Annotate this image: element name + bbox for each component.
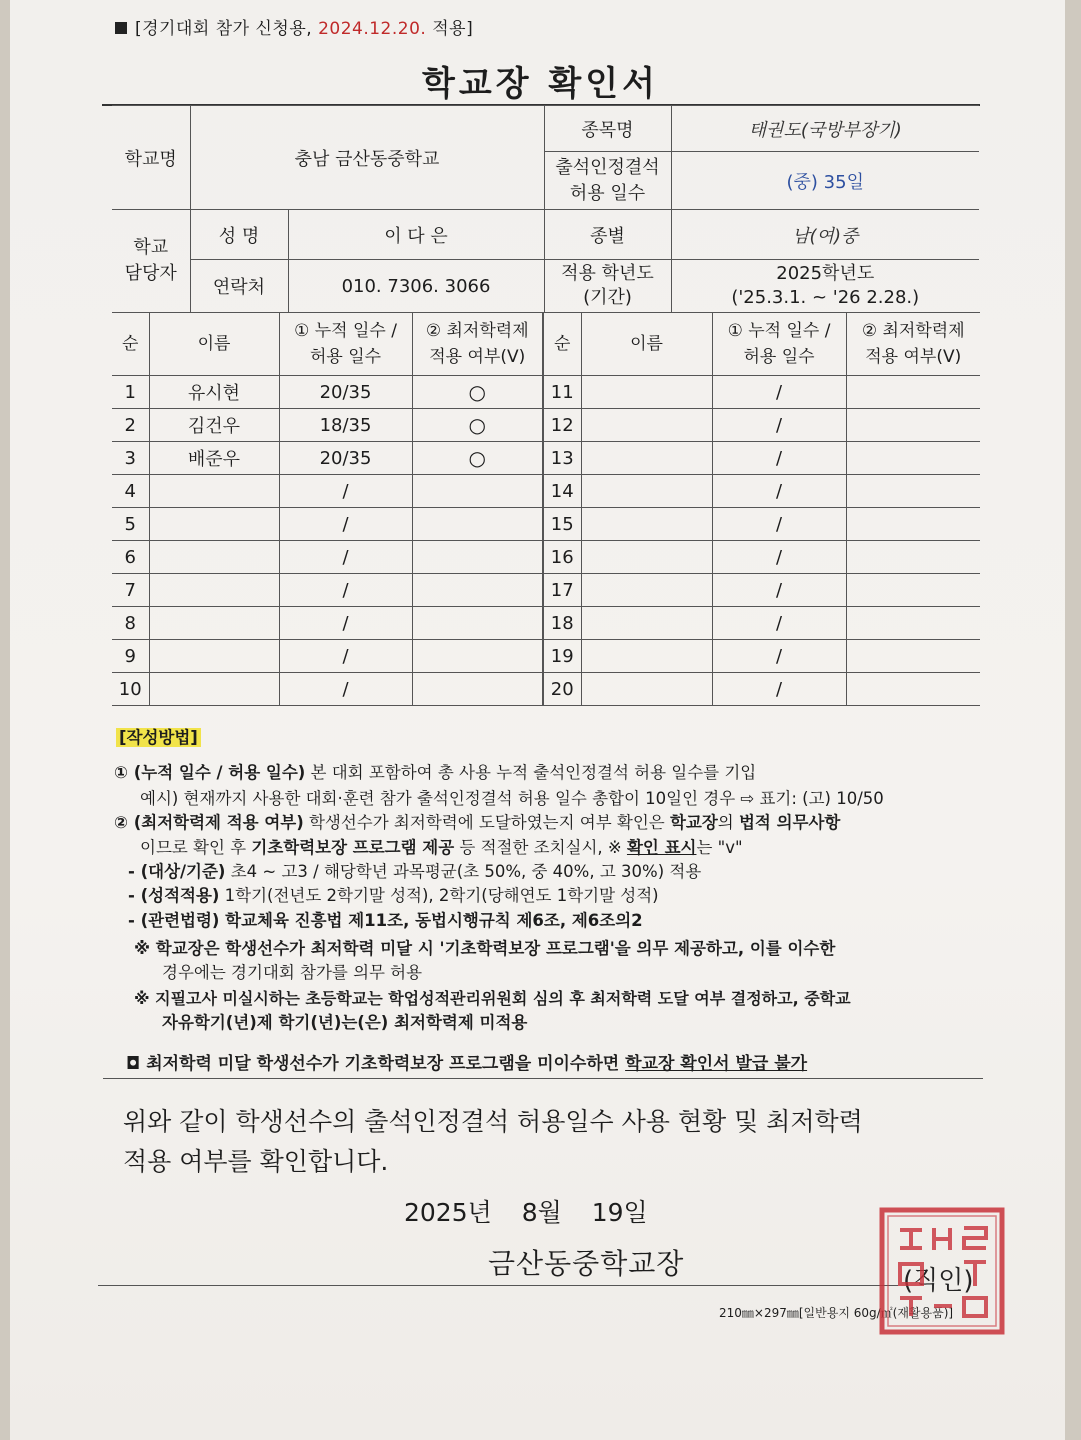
days-right: / [712,607,846,640]
list-header-row [112,313,980,376]
principal-signature: 금산동중학교장 [488,1247,685,1280]
row-number-left: 8 [112,607,149,640]
student-name-right [581,475,712,508]
min-level-left [412,673,543,706]
name-label: 성 명 [190,210,288,260]
header-min-left: ② 최저학력제 적용 여부(V) [412,313,543,376]
contact-label: 연락처 [190,260,288,313]
school-year-label: 적용 학년도 (기간) [544,260,671,313]
row-number-right: 20 [543,673,581,706]
min-level-left [412,541,543,574]
manager-label: 학교 담당자 [112,210,190,313]
row-number-left: 9 [112,640,149,673]
document-title: 학교장 확인서 [422,64,659,104]
row-number-left: 7 [112,574,149,607]
days-left: / [279,475,412,508]
issuance-warning: ◘ 최저학력 미달 학생선수가 기초학력보장 프로그램을 미이수하면 학교장 확인서 발급 불가 [126,1054,808,1074]
days-right: / [712,508,846,541]
student-name-right [581,574,712,607]
student-name-left [149,607,279,640]
min-level-left: ○ [412,409,543,442]
student-name-left [149,574,279,607]
paper-spec-footnote: 210㎜×297㎜[일반용지 60g/㎡(재활용품)] [719,1306,954,1320]
table-row [112,442,980,475]
min-level-right [846,607,980,640]
student-name-right [581,409,712,442]
allowed-days-label: 출석인정결석 허용 일수 [544,152,671,210]
student-name-right [581,640,712,673]
row-number-left: 4 [112,475,149,508]
student-name-right [581,541,712,574]
student-name-left [149,640,279,673]
days-right: / [712,376,846,409]
student-name-left: 김건우 [149,409,279,442]
school-value: 충남 금산동중학교 [190,106,544,210]
min-level-right [846,376,980,409]
instructions-divider [103,1078,983,1079]
instructions-title: [작성방법] [116,726,201,750]
form-usage-note: [경기대회 참가 신청용, 2024.12.20. 적용] [115,14,473,39]
footer-divider [98,1285,898,1286]
student-name-right [581,508,712,541]
row-number-right: 15 [543,508,581,541]
student-name-left [149,508,279,541]
row-number-right: 17 [543,574,581,607]
header-no-left: 순 [112,313,149,376]
event-value: 태권도(국방부장기) [671,106,979,152]
school-year-value: 2025학년도 ('25.3.1. ~ '26 2.28.) [671,260,979,313]
category-value: 남(여)중 [671,210,979,260]
days-left: / [279,673,412,706]
min-level-right [846,508,980,541]
table-row [112,640,980,673]
table-row [112,673,980,706]
student-name-right [581,607,712,640]
days-left: / [279,541,412,574]
header-min-right: ② 최저학력제 적용 여부(V) [846,313,980,376]
days-left: 18/35 [279,409,412,442]
min-level-left [412,574,543,607]
seal-placeholder: (직인) [903,1266,974,1296]
student-name-right [581,673,712,706]
min-level-left [412,475,543,508]
instruction-1: ① (누적 일수 / 허용 일수) 본 대회 포함하여 총 사용 누적 출석인정결석 허용 일수를 기입 [114,763,757,782]
allowed-days-value: (중) 35일 [671,152,979,210]
student-name-left [149,541,279,574]
min-level-right [846,541,980,574]
days-right: / [712,442,846,475]
min-level-right [846,409,980,442]
min-level-right [846,673,980,706]
header-days-left: ① 누적 일수 / 허용 일수 [279,313,412,376]
table-row [112,541,980,574]
days-right: / [712,640,846,673]
instruction-2: ② (최저학력제 적용 여부) 학생선수가 최저학력에 도달하였는지 여부 확인은 학교장의 법적 의무사항 [114,813,841,832]
instruction-grades: - (성적적용) 1학기(전년도 2학기말 성적), 2학기(당해연도 1학기말 성적) [128,886,659,905]
days-left: / [279,574,412,607]
days-left: / [279,508,412,541]
days-left: 20/35 [279,376,412,409]
student-name-left [149,673,279,706]
student-list-table [112,312,980,706]
header-name-left: 이름 [149,313,279,376]
row-number-right: 12 [543,409,581,442]
table-row [112,574,980,607]
manager-name-value: 이 다 은 [288,210,544,260]
square-bullet-icon [115,22,127,34]
min-level-right [846,574,980,607]
min-level-left [412,640,543,673]
row-number-right: 13 [543,442,581,475]
event-label: 종목명 [544,106,671,152]
instruction-note-2: ※ 지필고사 미실시하는 초등학교는 학업성적관리위원회 심의 후 최저학력 도달 여부 결정하고, 중학교 [134,989,851,1008]
student-name-left: 유시현 [149,376,279,409]
student-name-right [581,376,712,409]
days-right: / [712,574,846,607]
table-row [112,376,980,409]
row-number-left: 3 [112,442,149,475]
min-level-right [846,475,980,508]
table-row [112,475,980,508]
min-level-left: ○ [412,442,543,475]
min-level-left [412,607,543,640]
school-label: 학교명 [112,106,190,210]
header-days-right: ① 누적 일수 / 허용 일수 [712,313,846,376]
min-level-right [846,442,980,475]
row-number-right: 19 [543,640,581,673]
header-no-right: 순 [543,313,581,376]
effective-date: 2024.12.20. [318,19,427,39]
student-name-left [149,475,279,508]
header-name-right: 이름 [581,313,712,376]
table-row [112,409,980,442]
row-number-right: 11 [543,376,581,409]
row-number-left: 10 [112,673,149,706]
row-number-left: 2 [112,409,149,442]
row-number-left: 6 [112,541,149,574]
issue-date: 2025년 8월 19일 [404,1198,648,1227]
days-left: / [279,607,412,640]
days-right: / [712,541,846,574]
confirmation-statement: 위와 같이 학생선수의 출석인정결석 허용일수 사용 현황 및 최저학력 적용 여부를 확인합니다. [123,1107,863,1176]
student-name-left: 배준우 [149,442,279,475]
table-row [112,607,980,640]
document-sheet [10,0,1065,1440]
instruction-note-1: ※ 학교장은 학생선수가 최저학력 미달 시 '기초학력보장 프로그램'을 의무 제공하고, 이를 이수한 [134,939,836,958]
days-right: / [712,475,846,508]
days-left: / [279,640,412,673]
student-name-right [581,442,712,475]
instruction-law: - (관련법령) 학교체육 진흥법 제11조, 동법시행규칙 제6조, 제6조의2 [128,911,643,930]
instruction-target: - (대상/기준) 초4 ~ 고3 / 해당학년 과목평균(초 50%, 중 40%, 고 30%) 적용 [128,862,702,881]
row-number-left: 1 [112,376,149,409]
instruction-2-cont: 이므로 확인 후 기초학력보장 프로그램 제공 등 적절한 조치실시, ※ 확인 표시는 "v" [140,838,743,857]
days-right: / [712,409,846,442]
category-label: 종별 [544,210,671,260]
min-level-left: ○ [412,376,543,409]
school-info-table [112,105,979,313]
min-level-right [846,640,980,673]
min-level-left [412,508,543,541]
days-right: / [712,673,846,706]
table-row [112,508,980,541]
row-number-right: 18 [543,607,581,640]
row-number-right: 14 [543,475,581,508]
instruction-note-2-cont: 자유학기(년)제 학기(년)는(은) 최저학력제 미적용 [162,1013,528,1032]
days-left: 20/35 [279,442,412,475]
instruction-1-example: 예시) 현재까지 사용한 대회·훈련 참가 출석인정결석 허용 일수 총합이 10일인 경우 ⇨ 표기: (고) 10/50 [140,789,884,808]
instruction-note-1-cont: 경우에는 경기대회 참가를 의무 허용 [162,963,423,982]
row-number-left: 5 [112,508,149,541]
contact-value: 010. 7306. 3066 [288,260,544,313]
official-seal-stamp [878,1206,1006,1336]
row-number-right: 16 [543,541,581,574]
